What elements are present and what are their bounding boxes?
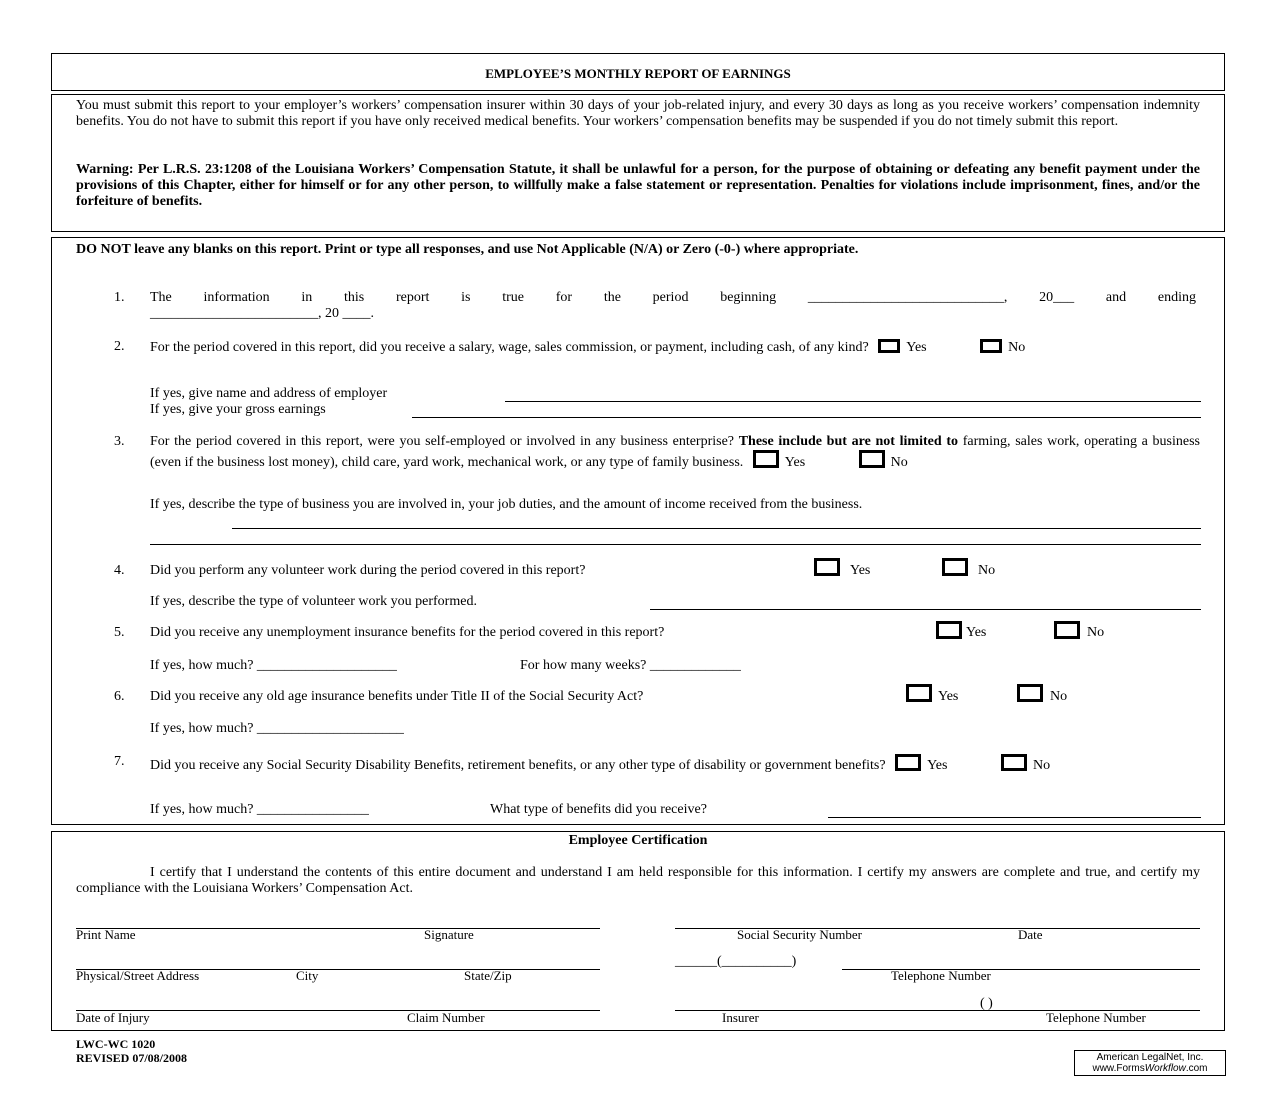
q1-line2[interactable]: ________________________, 20 ____. <box>150 306 374 321</box>
q6-question: Did you receive any old age insurance benefits under Title II of the Social Security Act? <box>150 689 644 704</box>
q3-number: 3. <box>114 434 125 449</box>
intro-box <box>51 94 1225 232</box>
q4-number: 4. <box>114 563 125 578</box>
telephone-paren-1[interactable]: ______(__________) <box>675 954 797 969</box>
q1-line1[interactable]: The information in this report is true for the period beginning ____________________________, 20___ and ending <box>150 290 1196 305</box>
date-label: Date <box>1018 927 1043 942</box>
q7-text <box>150 754 1200 774</box>
q3-question: For the period covered in this report, were you self-employed or involved in any business enterprise? <box>150 434 735 449</box>
q5-how-much[interactable]: If yes, how much? ____________________ <box>150 658 397 673</box>
certification-box <box>51 831 1225 1031</box>
instructions: DO NOT leave any blanks on this report. Print or type all responses, and use Not Applicable (N/A) or Zero (-0-) where appropriate. <box>76 242 859 257</box>
q6-number: 6. <box>114 689 125 704</box>
q5-no-label: No <box>1087 625 1105 640</box>
q4-describe-line[interactable] <box>650 609 1201 610</box>
title-box <box>51 53 1225 91</box>
q7-type-label: What type of benefits did you receive? <box>490 802 707 817</box>
signature-label: Signature <box>424 927 474 942</box>
q2-employer-line[interactable] <box>505 401 1201 402</box>
q6-no-label: No <box>1050 689 1068 704</box>
brand-url-b: Workflow <box>1144 1063 1186 1074</box>
revised-date: REVISED 07/08/2008 <box>76 1051 188 1065</box>
q2-text <box>150 339 1200 356</box>
american-legalnet-logo <box>1074 1050 1226 1076</box>
q2-employer-label: If yes, give name and address of employer <box>150 386 388 401</box>
telephone-label-2: Telephone Number <box>1046 1010 1146 1025</box>
form-title: EMPLOYEE’S MONTHLY REPORT OF EARNINGS <box>485 66 791 81</box>
q4-no-label: No <box>978 563 996 578</box>
q2-earnings-label: If yes, give your gross earnings <box>150 402 326 417</box>
q4-question: Did you perform any volunteer work during the period covered in this report? <box>150 563 586 578</box>
q7-number: 7. <box>114 754 125 769</box>
city-label: City <box>296 968 319 983</box>
q6-how-much[interactable]: If yes, how much? _____________________ <box>150 721 404 736</box>
q5-yes-label: Yes <box>966 625 987 640</box>
brand-url-a: www.Forms <box>1092 1063 1145 1074</box>
q3-yes-label: Yes <box>784 455 806 470</box>
q6-yes-label: Yes <box>938 689 959 704</box>
q3-emphasis: These include but are not limited to <box>738 434 958 449</box>
intro-paragraph: You must submit this report to your employer’s workers’ compensation insurer within 30 days of your job-related injury, and every 30 days as long as you receive workers’ compensation indemnity benefits. You do not have to submit this report if you have only received medical benefits. Your workers’ compensation benefits may be suspended if you do not timely submit this report. <box>76 98 1200 129</box>
q3-describe-line-2[interactable] <box>150 544 1201 545</box>
q2-earnings-line[interactable] <box>412 417 1201 418</box>
q6-no-checkbox[interactable] <box>1017 684 1043 702</box>
q2-question: For the period covered in this report, did you receive a salary, wage, sales commission, or payment, including cash, of any kind? <box>150 340 869 355</box>
q3-no-checkbox[interactable] <box>859 450 885 468</box>
q4-no-checkbox[interactable] <box>942 558 968 576</box>
q6-yes-checkbox[interactable] <box>906 684 932 702</box>
q4-yes-label: Yes <box>850 563 871 578</box>
q2-yes-label: Yes <box>906 340 927 355</box>
ssn-label: Social Security Number <box>737 927 862 942</box>
injury-claim-line[interactable] <box>76 1010 600 1011</box>
q7-type-line[interactable] <box>828 817 1201 818</box>
q5-question: Did you receive any unemployment insurance benefits for the period covered in this report? <box>150 625 665 640</box>
q4-describe-label: If yes, describe the type of volunteer work you performed. <box>150 594 477 609</box>
address-label: Physical/Street Address <box>76 968 200 983</box>
telephone-paren-2[interactable]: ( ) <box>980 996 993 1011</box>
q3-no-label: No <box>890 455 908 470</box>
brand-url-c: .com <box>1185 1063 1208 1074</box>
q7-yes-label: Yes <box>927 758 948 773</box>
q2-no-checkbox[interactable] <box>980 339 1002 353</box>
claim-number-label: Claim Number <box>407 1010 485 1025</box>
q3-describe-label: If yes, describe the type of business you are involved in, your job duties, and the amount of income received from the business. <box>150 497 863 512</box>
q2-no-label: No <box>1008 340 1026 355</box>
q5-number: 5. <box>114 625 125 640</box>
q5-no-checkbox[interactable] <box>1054 621 1080 639</box>
q7-no-label: No <box>1032 758 1051 773</box>
q3-text <box>150 434 1200 471</box>
form-code-block <box>76 1037 187 1065</box>
q7-question: Did you receive any Social Security Disability Benefits, retirement benefits, or any other type of disability or government benefits? <box>150 758 886 773</box>
name-signature-line[interactable] <box>76 928 600 929</box>
q5-how-many-weeks[interactable]: For how many weeks? _____________ <box>520 658 741 673</box>
date-of-injury-label: Date of Injury <box>76 1010 150 1025</box>
state-zip-label: State/Zip <box>464 968 512 983</box>
q7-how-much[interactable]: If yes, how much? ________________ <box>150 802 369 817</box>
q2-number: 2. <box>114 339 125 354</box>
q2-yes-checkbox[interactable] <box>878 339 900 353</box>
certification-text: I certify that I understand the contents of this entire document and understand I am held responsible for this information. I certify my answers are complete and true, and certify my compliance with the Louisiana Workers’ Compensation Act. <box>76 865 1200 896</box>
q5-yes-checkbox[interactable] <box>936 621 962 639</box>
q7-yes-checkbox[interactable] <box>895 754 921 771</box>
insurer-label: Insurer <box>722 1010 759 1025</box>
q3-yes-checkbox[interactable] <box>753 450 779 468</box>
questions-box <box>51 237 1225 825</box>
brand-line-2 <box>1075 1063 1225 1074</box>
q3-describe-line-1[interactable] <box>232 528 1201 529</box>
q1-number: 1. <box>114 290 125 305</box>
q3-examples: farming, sales work, operating a business (even if the business lost money), child care, yard work, mechanical work, or any type of family business. <box>150 434 1201 470</box>
warning-paragraph: Warning: Per L.R.S. 23:1208 of the Louisiana Workers’ Compensation Statute, it shall be unlawful for a person, for the purpose of obtaining or defeating any benefit payment under the provisions of this Chapter, either for himself or for any other person, to willfully make a false statement or representation. Penalties for violations include imprisonment, fines, and/or the forfeiture of benefits. <box>76 162 1200 209</box>
brand-line-1: American LegalNet, Inc. <box>1096 1052 1204 1063</box>
certification-heading: Employee Certification <box>568 833 708 848</box>
telephone-label-1: Telephone Number <box>891 968 991 983</box>
q4-yes-checkbox[interactable] <box>814 558 840 576</box>
q7-no-checkbox[interactable] <box>1001 754 1027 771</box>
print-name-label: Print Name <box>76 927 136 942</box>
form-code: LWC-WC 1020 <box>76 1037 156 1051</box>
